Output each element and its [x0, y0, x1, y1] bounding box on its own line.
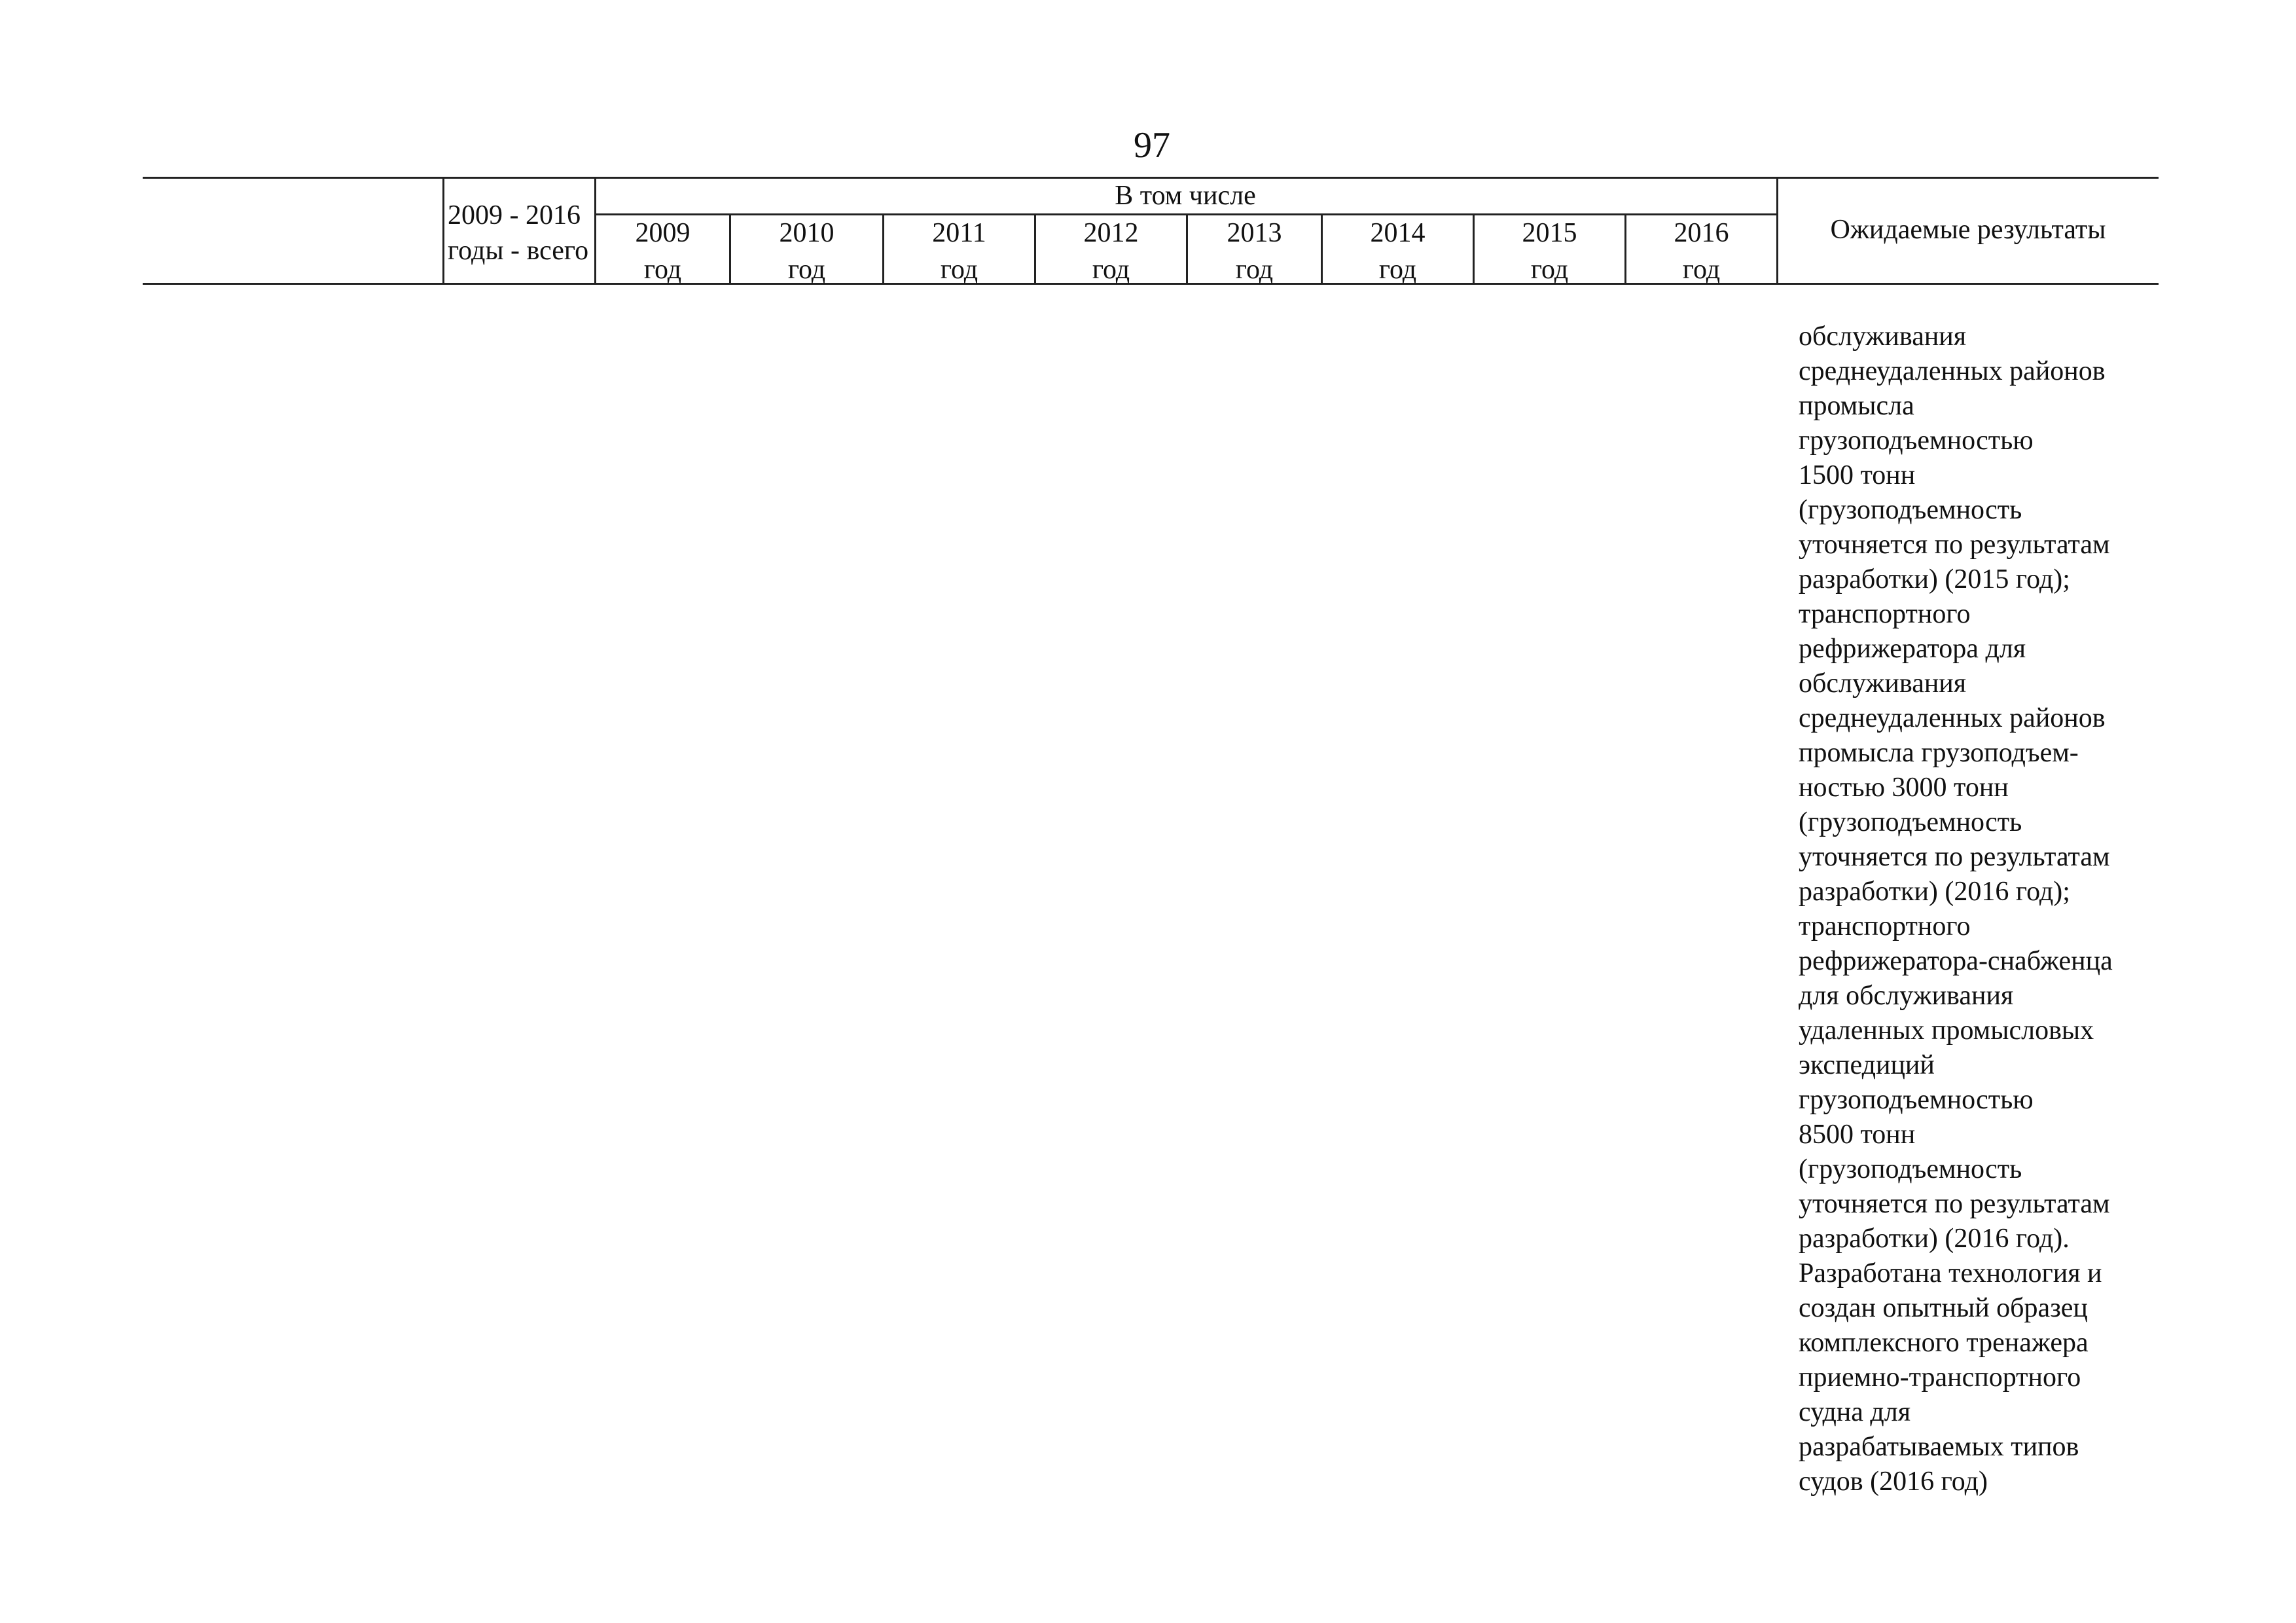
text-line: (грузоподъемность	[1799, 807, 2022, 837]
year-unit: год	[940, 255, 978, 285]
text-line: разработки) (2015 год);	[1799, 564, 2070, 594]
year-unit: год	[643, 255, 682, 285]
text-line: 1500 тонн	[1799, 460, 1916, 490]
text-line: среднеудаленных районов	[1799, 356, 2106, 386]
year-label: 2009	[635, 218, 691, 248]
year-cell-2010	[731, 215, 882, 288]
year-unit: год	[1378, 255, 1417, 285]
including-header: В том числе	[1115, 181, 1256, 211]
year-cell-2012	[1036, 215, 1186, 288]
text-line: промысла	[1799, 391, 1914, 421]
text-line: Разработана технология и	[1799, 1258, 2102, 1288]
page-number: 97	[1134, 125, 1170, 166]
text-line: уточняется по результатам	[1799, 1189, 2110, 1219]
year-cell-2013	[1188, 215, 1321, 288]
year-unit: год	[1530, 255, 1569, 285]
total-years-line-1: 2009 - 2016	[448, 200, 581, 230]
total-years-header	[448, 198, 588, 268]
text-line: судна для	[1799, 1397, 1911, 1427]
year-label: 2016	[1674, 218, 1729, 248]
text-line: обслуживания	[1799, 668, 1967, 699]
text-line: разработки) (2016 год).	[1799, 1224, 2070, 1254]
text-line: транспортного	[1799, 911, 1971, 941]
text-line: 8500 тонн	[1799, 1120, 1916, 1150]
text-line: для обслуживания	[1799, 981, 2014, 1011]
year-label: 2015	[1522, 218, 1577, 248]
year-unit: год	[1235, 255, 1274, 285]
text-line: судов (2016 год)	[1799, 1467, 1988, 1497]
vline-total-left	[442, 177, 444, 284]
text-line: уточняется по результатам	[1799, 530, 2110, 560]
text-line: рефрижератора для	[1799, 634, 2026, 664]
year-unit: год	[1682, 255, 1721, 285]
year-cell-2009	[596, 215, 729, 288]
expected-results-text	[1799, 319, 2165, 1499]
text-line: комплексного тренажера	[1799, 1328, 2089, 1358]
year-cell-2016	[1626, 215, 1776, 288]
text-line: удаленных промысловых	[1799, 1015, 2094, 1046]
year-cell-2015	[1475, 215, 1624, 288]
year-cell-2014	[1323, 215, 1473, 288]
text-line: рефрижератора-снабженца	[1799, 946, 2113, 976]
total-years-line-2: годы - всего	[448, 236, 589, 266]
text-line: создан опытный образец	[1799, 1293, 2088, 1323]
year-label: 2011	[932, 218, 986, 248]
year-cell-2011	[884, 215, 1034, 288]
text-line: среднеудаленных районов	[1799, 703, 2106, 733]
text-line: уточняется по результатам	[1799, 842, 2110, 872]
text-line: обслуживания	[1799, 321, 1967, 352]
text-line: разрабатываемых типов	[1799, 1432, 2079, 1462]
text-line: разработки) (2016 год);	[1799, 877, 2070, 907]
text-line: (грузоподъемность	[1799, 495, 2022, 525]
text-line: промысла грузоподъем-	[1799, 738, 2079, 768]
text-line: грузоподъемностью	[1799, 426, 2034, 456]
year-label: 2013	[1227, 218, 1282, 248]
text-line: ностью 3000 тонн	[1799, 773, 2009, 803]
text-line: транспортного	[1799, 599, 1971, 629]
text-line: (грузоподъемность	[1799, 1154, 2022, 1184]
year-label: 2012	[1083, 218, 1139, 248]
year-unit: год	[787, 255, 826, 285]
year-unit: год	[1092, 255, 1130, 285]
year-label: 2014	[1370, 218, 1426, 248]
text-line: грузоподъемностью	[1799, 1085, 2034, 1115]
text-line: экспедиций	[1799, 1050, 1935, 1080]
expected-results-header: Ожидаемые результаты	[1830, 215, 2106, 245]
year-label: 2010	[779, 218, 834, 248]
text-line: приемно-транспортного	[1799, 1362, 2081, 1393]
